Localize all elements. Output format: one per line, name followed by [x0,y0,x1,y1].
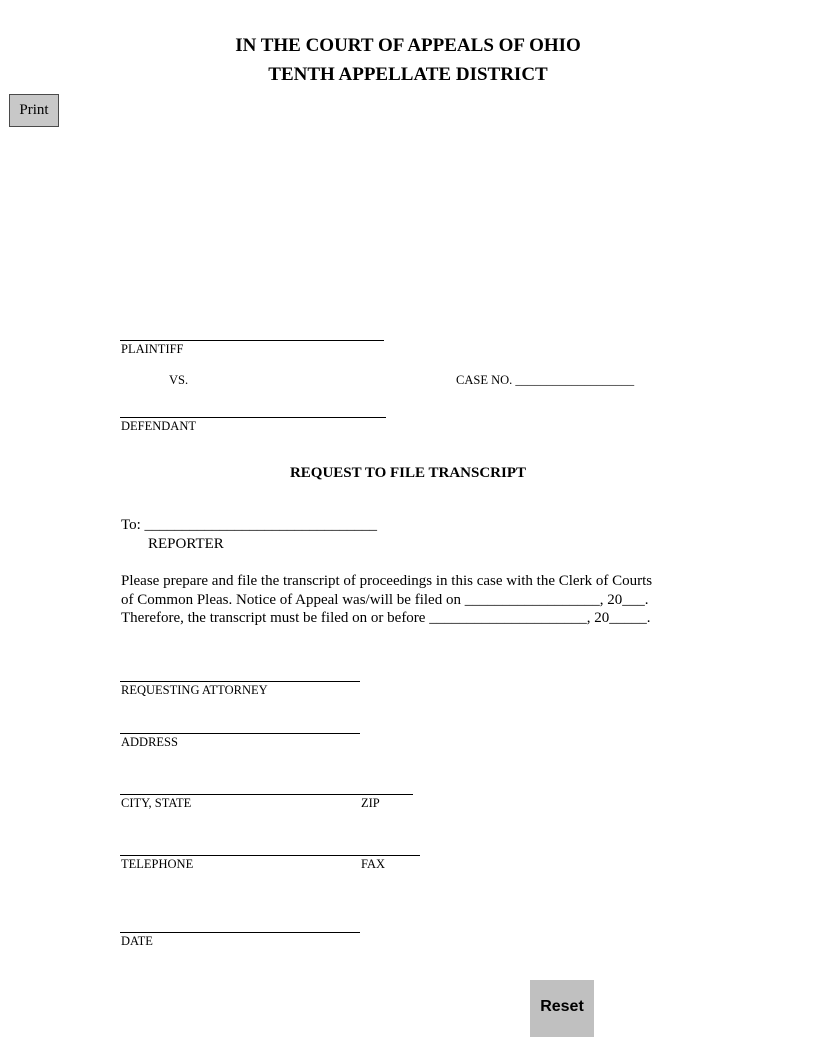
reset-button[interactable]: Reset [530,980,594,1037]
vs-label: VS. [169,373,189,387]
plaintiff-field[interactable] [120,340,384,341]
date-label: DATE [121,934,153,948]
requesting-attorney-field[interactable] [120,681,360,682]
date-field[interactable] [120,932,360,933]
requesting-attorney-label: REQUESTING ATTORNEY [121,683,268,697]
address-field[interactable] [120,733,360,734]
request-paragraph [121,572,652,628]
address-label: ADDRESS [121,735,178,749]
case-number-field[interactable]: CASE NO. ___________________ [456,373,635,387]
paragraph-line-1: Please prepare and file the transcript of proceedings in this case with the Clerk of Courts [121,573,653,589]
defendant-label: DEFENDANT [121,419,196,433]
reporter-field[interactable]: To: _______________________________ [121,517,378,533]
reporter-label: REPORTER [148,536,224,552]
form-title: REQUEST TO FILE TRANSCRIPT [289,465,527,481]
fax-label: FAX [361,857,386,871]
zip-label: ZIP [361,796,380,810]
paragraph-line-2[interactable]: of Common Pleas. Notice of Appeal was/will be filed on __________________, 20___. [121,591,649,608]
city-state-zip-field[interactable] [120,794,413,795]
city-state-label: CITY, STATE [121,796,192,810]
court-title: IN THE COURT OF APPEALS OF OHIO [235,35,581,56]
district-title: TENTH APPELLATE DISTRICT [268,64,548,85]
print-button[interactable]: Print [9,94,59,127]
paragraph-line-3[interactable]: Therefore, the transcript must be filed on or before _____________________, 20_____. [121,610,651,626]
plaintiff-label: PLAINTIFF [121,342,184,356]
defendant-field[interactable] [120,417,386,418]
telephone-fax-field[interactable] [120,855,420,856]
telephone-label: TELEPHONE [121,857,194,871]
